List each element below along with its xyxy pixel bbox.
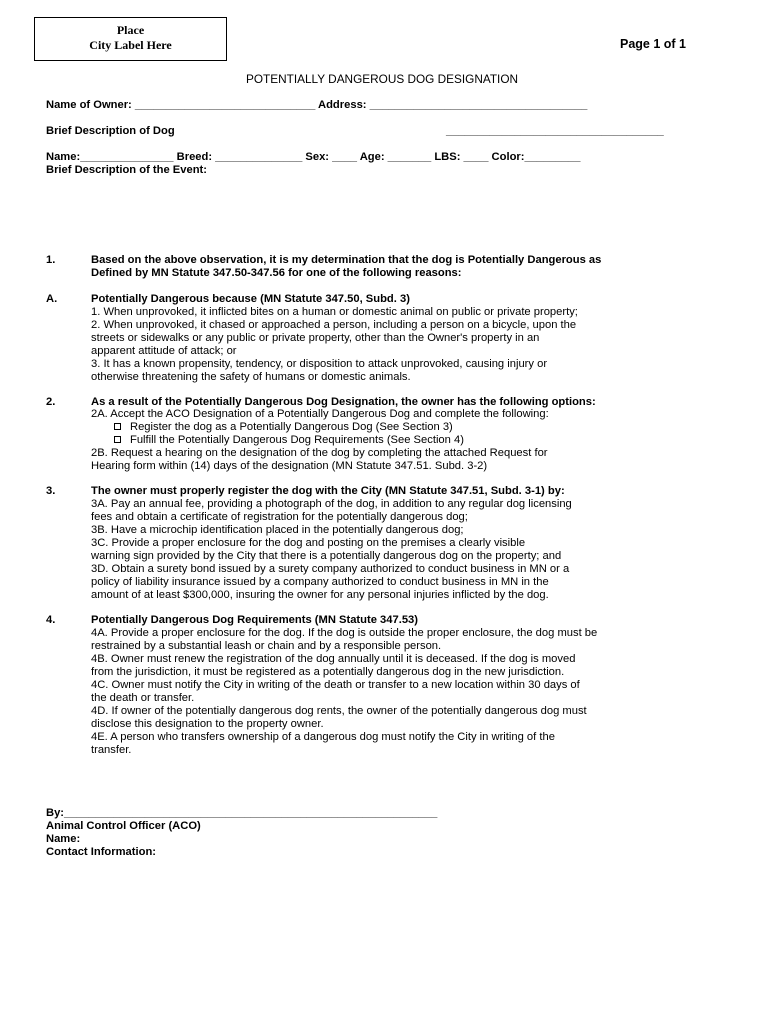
page-number: Page 1 of 1	[620, 37, 686, 51]
section-3-item: 3A. Pay an annual fee, providing a photograph of the dog, in addition to any regular dog licensing	[91, 498, 572, 510]
checkbox-bullet-icon	[114, 436, 121, 443]
section-3-item: amount of at least $300,000, insuring the owner for any personal injuries inflicted by the dog.	[91, 589, 549, 601]
city-label-line2: City Label Here	[89, 38, 172, 52]
brief-description-label: Brief Description of Dog	[46, 125, 175, 137]
section-4-item: disclose this designation to the property owner.	[91, 718, 324, 730]
section-1-heading-line: Defined by MN Statute 347.50-347.56 for one of the following reasons:	[91, 267, 462, 279]
section-3-item: 3B. Have a microchip identification placed in the potentially dangerous dog;	[91, 524, 464, 536]
section-3-number: 3.	[46, 485, 56, 497]
section-2-subitem-text: Register the dog as a Potentially Dangerous Dog (See Section 3)	[130, 421, 453, 433]
brief-description-blank: ___________________________________	[446, 125, 664, 137]
section-4-number: 4.	[46, 614, 56, 626]
section-a-item: streets or sidewalks or any public or private property, other than the Owner's property in an	[91, 332, 540, 344]
section-2-item: 2B. Request a hearing on the designation of the dog by completing the attached Request for	[91, 447, 548, 459]
section-a-item: apparent attitude of attack; or	[91, 345, 237, 357]
section-2-subitem	[114, 434, 464, 447]
section-2-number: 2.	[46, 396, 56, 408]
section-3-heading: The owner must properly register the dog with the City (MN Statute 347.51, Subd. 3-1) by:	[91, 485, 565, 497]
section-a-item: 3. It has a known propensity, tendency, or disposition to attack unprovoked, causing injury or	[91, 358, 548, 370]
section-a-item: otherwise threatening the safety of humans or domestic animals.	[91, 371, 411, 383]
section-4-item: 4D. If owner of the potentially dangerous dog rents, the owner of the potentially dangerous dog must	[91, 705, 587, 717]
section-3-item: fees and obtain a certificate of registration for the potentially dangerous dog;	[91, 511, 468, 523]
dog-details-line: Name:_______________ Breed: ______________ Sex: ____ Age: _______ LBS: ____ Color:_________	[46, 151, 581, 163]
section-4-item: 4E. A person who transfers ownership of a dangerous dog must notify the City in writing of the	[91, 731, 555, 743]
section-4-heading: Potentially Dangerous Dog Requirements (MN Statute 347.53)	[91, 614, 418, 626]
section-3-item: 3D. Obtain a surety bond issued by a surety company authorized to conduct business in MN or a	[91, 563, 570, 575]
section-4-item: from the jurisdiction, it must be registered as a potentially dangerous dog in the new jurisdiction.	[91, 666, 565, 678]
officer-name-label: Name:	[46, 833, 81, 845]
officer-label: Animal Control Officer (ACO)	[46, 820, 201, 832]
section-3-item: policy of liability insurance issued by a company authorized to conduct business in MN in the	[91, 576, 549, 588]
section-1-number: 1.	[46, 254, 56, 266]
signature-line: By:____________________________________________________________	[46, 807, 438, 819]
section-2-item: Hearing form within (14) days of the designation (MN Statute 347.51. Subd. 3-2)	[91, 460, 488, 472]
section-2-heading: As a result of the Potentially Dangerous Dog Designation, the owner has the following options:	[91, 396, 596, 408]
section-4-item: 4A. Provide a proper enclosure for the dog. If the dog is outside the proper enclosure, the dog must be	[91, 627, 598, 639]
section-2-item: 2A. Accept the ACO Designation of a Potentially Dangerous Dog and complete the following:	[91, 408, 549, 420]
section-4-item: 4C. Owner must notify the City in writing of the death or transfer to a new location within 30 days of	[91, 679, 580, 691]
section-1-heading-line: Based on the above observation, it is my determination that the dog is Potentially Dangerous as	[91, 254, 602, 266]
section-2-subitem	[114, 421, 453, 434]
checkbox-bullet-icon	[114, 423, 121, 430]
document-title: POTENTIALLY DANGEROUS DOG DESIGNATION	[246, 72, 519, 86]
event-description-label: Brief Description of the Event:	[46, 164, 207, 176]
section-a-item: 1. When unprovoked, it inflicted bites on a human or domestic animal on public or private property;	[91, 306, 578, 318]
section-2-subitem-text: Fulfill the Potentially Dangerous Dog Requirements (See Section 4)	[130, 434, 464, 446]
city-label-line1: Place	[116, 23, 145, 37]
city-label-box	[34, 17, 227, 61]
section-4-item: the death or transfer.	[91, 692, 195, 704]
section-a-heading: Potentially Dangerous because (MN Statute 347.50, Subd. 3)	[91, 293, 410, 305]
contact-information-label: Contact Information:	[46, 846, 157, 858]
section-3-item: warning sign provided by the City that there is a potentially dangerous dog on the property; and	[91, 550, 562, 562]
section-3-item: 3C. Provide a proper enclosure for the dog and posting on the premises a clearly visible	[91, 537, 526, 549]
section-a-number: A.	[46, 293, 58, 305]
section-4-item: restrained by a substantial leash or chain and by a responsible person.	[91, 640, 442, 652]
owner-address-line: Name of Owner: _____________________________ Address: ___________________________________	[46, 99, 588, 111]
section-4-item: transfer.	[91, 744, 132, 756]
section-a-item: 2. When unprovoked, it chased or approached a person, including a person on a bicycle, upon the	[91, 319, 577, 331]
section-4-item: 4B. Owner must renew the registration of the dog annually until it is deceased. If the dog is moved	[91, 653, 576, 665]
